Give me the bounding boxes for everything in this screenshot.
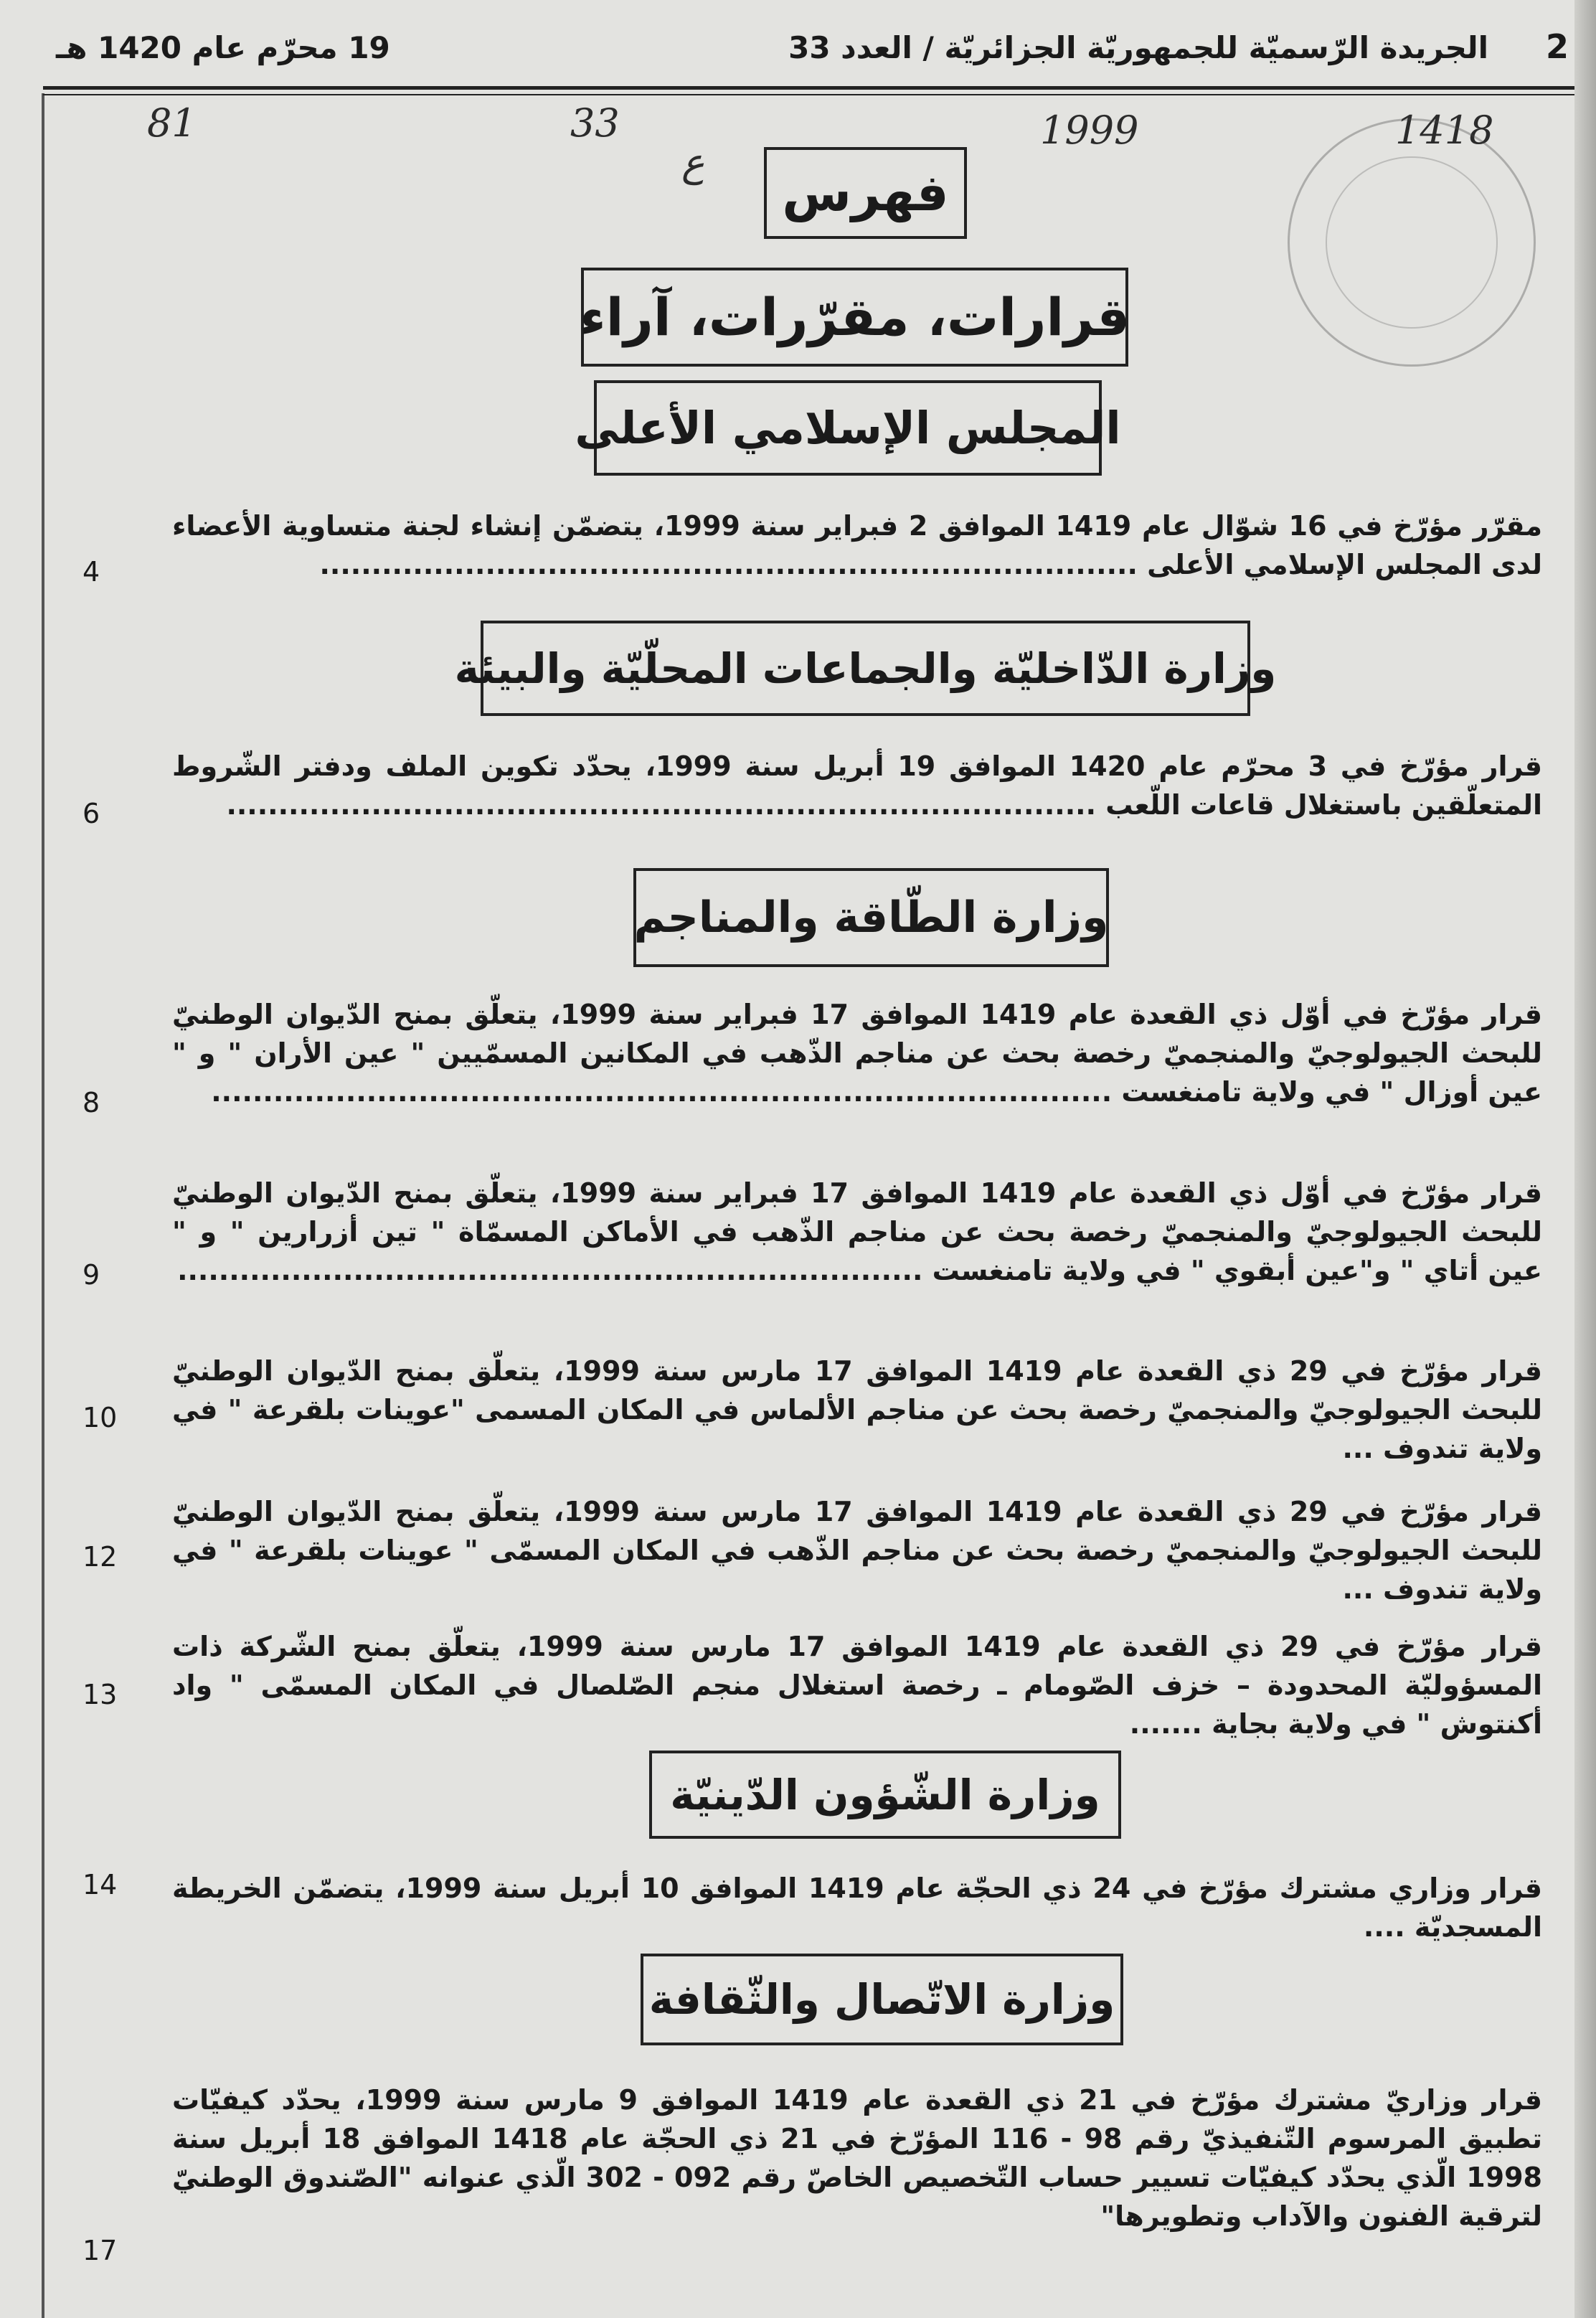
toc-entry-text: قرار مؤرّخ في 29 ذي القعدة عام 1419 الموافق 17 مارس سنة 1999، يتعلّق بمنح الدّيوان الوطنيّ للبحث الجيولوجيّ والمنجميّ رخصة بحث عن مناجم الذّهب في المكان المسمّى " عوينات بلقرعة " في ولاية تندوف	[172, 1496, 1542, 1605]
section-heading-interior: وزارة الدّاخليّة والجماعات المحلّيّة والبيئة	[481, 621, 1250, 716]
leader-dots: .......................................................................................	[211, 1076, 1113, 1108]
toc-entry	[172, 2081, 1542, 2235]
handwritten-note: 33	[570, 100, 620, 146]
toc-page-number: 17	[82, 2235, 118, 2266]
leader-dots: ...............................................................................	[319, 549, 1138, 580]
toc-entry-text: مقرّر مؤرّخ في 16 شوّال عام 1419 الموافق 2 فبراير سنة 1999، يتضمّن إنشاء لجنة متساوية الأعضاء لدى المجلس الإسلامي الأعلى	[172, 510, 1542, 580]
header-date: 19 محرّم عام 1420 هـ	[56, 30, 390, 65]
toc-entry-text: قرار مؤرّخ في 3 محرّم عام 1420 الموافق 19 أبريل سنة 1999، يحدّد تكوين الملف ودفتر الشّروط المتعلّقين باستغلال قاعات اللّعب	[172, 750, 1543, 821]
toc-entry-text: قرار مؤرّخ في 29 ذي القعدة عام 1419 الموافق 17 مارس سنة 1999، يتعلّق بمنح الشّركة ذات المسؤوليّة المحدودة – خزف الصّومام ـ رخصة استغلال منجم الصّلصال في المكان المسمّى " واد أكنتوش " في ولاية بجاية	[172, 1631, 1542, 1740]
library-stamp	[1288, 118, 1536, 367]
toc-page-number: 13	[82, 1679, 118, 1710]
section-decisions-heading: قرارات، مقرّرات، آراء	[581, 268, 1128, 367]
toc-entry	[172, 1869, 1542, 1946]
handwritten-note: 81	[147, 100, 197, 146]
toc-page-number: 12	[82, 1541, 118, 1573]
header-title: الجريدة الرّسميّة للجمهوريّة الجزائريّة / العدد 33	[788, 30, 1488, 65]
toc-page-number: 8	[82, 1087, 100, 1118]
toc-page-number: 4	[82, 556, 100, 588]
handwritten-note: 1418	[1395, 108, 1494, 153]
toc-page-number: 9	[82, 1259, 100, 1291]
toc-entry-text: قرار مؤرّخ في أوّل ذي القعدة عام 1419 الموافق 17 فبراير سنة 1999، يتعلّق بمنح الدّيوان الوطنيّ للبحث الجيولوجيّ والمنجميّ رخصة بحث عن مناجم الذّهب في المكانين المسمّيين " عين الأران " و " عين أوزال " في ولاية تامنغست	[172, 999, 1542, 1108]
header-page-number: 2	[1545, 27, 1569, 66]
leader-dots: .......	[1129, 1708, 1202, 1740]
toc-entry	[172, 747, 1542, 824]
toc-entry-text: قرار مؤرّخ في أوّل ذي القعدة عام 1419 الموافق 17 فبراير سنة 1999، يتعلّق بمنح الدّيوان الوطنيّ للبحث الجيولوجيّ والمنجميّ رخصة بحث عن مناجم الذّهب في الأماكن المسمّاة " تين أزرارين " و " عين أتاي " و"عين أبقوي " في ولاية تامنغست	[172, 1177, 1542, 1286]
page-header	[43, 22, 1574, 86]
leader-dots: ........................................................................	[177, 1255, 923, 1286]
toc-entry-text: قرار وزاريّ مشترك مؤرّخ في 21 ذي القعدة عام 1419 الموافق 9 مارس سنة 1999، يحدّد كيفيّات تطبيق المرسوم التّنفيذيّ رقم 98 - 116 المؤرّخ في 21 ذي الحجّة عام 1418 الموافق 18 أبريل سنة 1998 الّذي يحدّد كيفيّات تسيير حساب التّخصيص الخاصّ رقم 092 - 302 الّذي عنوانه "الصّندوق الوطنيّ لترقية الفنون والآداب وتطويرها"	[172, 2084, 1543, 2232]
toc-entry	[172, 1174, 1542, 1290]
section-heading-council: المجلس الإسلامي الأعلى	[594, 380, 1102, 476]
toc-page-number: 14	[82, 1869, 118, 1900]
section-heading-energy: وزارة الطّاقة والمناجم	[633, 868, 1109, 967]
toc-page-number: 6	[82, 798, 100, 829]
leader-dots: ...	[1342, 1433, 1374, 1464]
toc-entry	[172, 995, 1542, 1111]
toc-entry	[172, 1352, 1542, 1468]
toc-entry-text: قرار وزاري مشترك مؤرّخ في 24 ذي الحجّة عام 1419 الموافق 10 أبريل سنة 1999، يتضمّن الخريطة المسجديّة	[172, 1872, 1542, 1943]
toc-entry	[172, 1492, 1542, 1608]
toc-page-number: 10	[82, 1402, 118, 1433]
page-left-border	[42, 93, 44, 2318]
handwritten-note: 1999	[1040, 108, 1139, 153]
section-heading-religious: وزارة الشّؤون الدّينيّة	[649, 1751, 1121, 1839]
page-binding-edge	[1574, 0, 1596, 2318]
header-divider	[43, 86, 1574, 95]
leader-dots: ...	[1342, 1573, 1374, 1605]
toc-entry-text: قرار مؤرّخ في 29 ذي القعدة عام 1419 الموافق 17 مارس سنة 1999، يتعلّق بمنح الدّيوان الوطنيّ للبحث الجيولوجيّ والمنجميّ رخصة بحث عن مناجم الألماس في المكان المسمى "عوينات بلقرعة " في ولاية تندوف	[172, 1355, 1542, 1464]
handwritten-note: ع	[681, 140, 705, 185]
leader-dots: ....................................................................................	[226, 789, 1097, 821]
section-heading-culture: وزارة الاتّصال والثّقافة	[641, 1954, 1123, 2045]
toc-entry	[172, 1627, 1542, 1743]
leader-dots: ....	[1363, 1911, 1405, 1943]
index-title: فهرس	[764, 147, 967, 239]
toc-entry	[172, 507, 1542, 584]
